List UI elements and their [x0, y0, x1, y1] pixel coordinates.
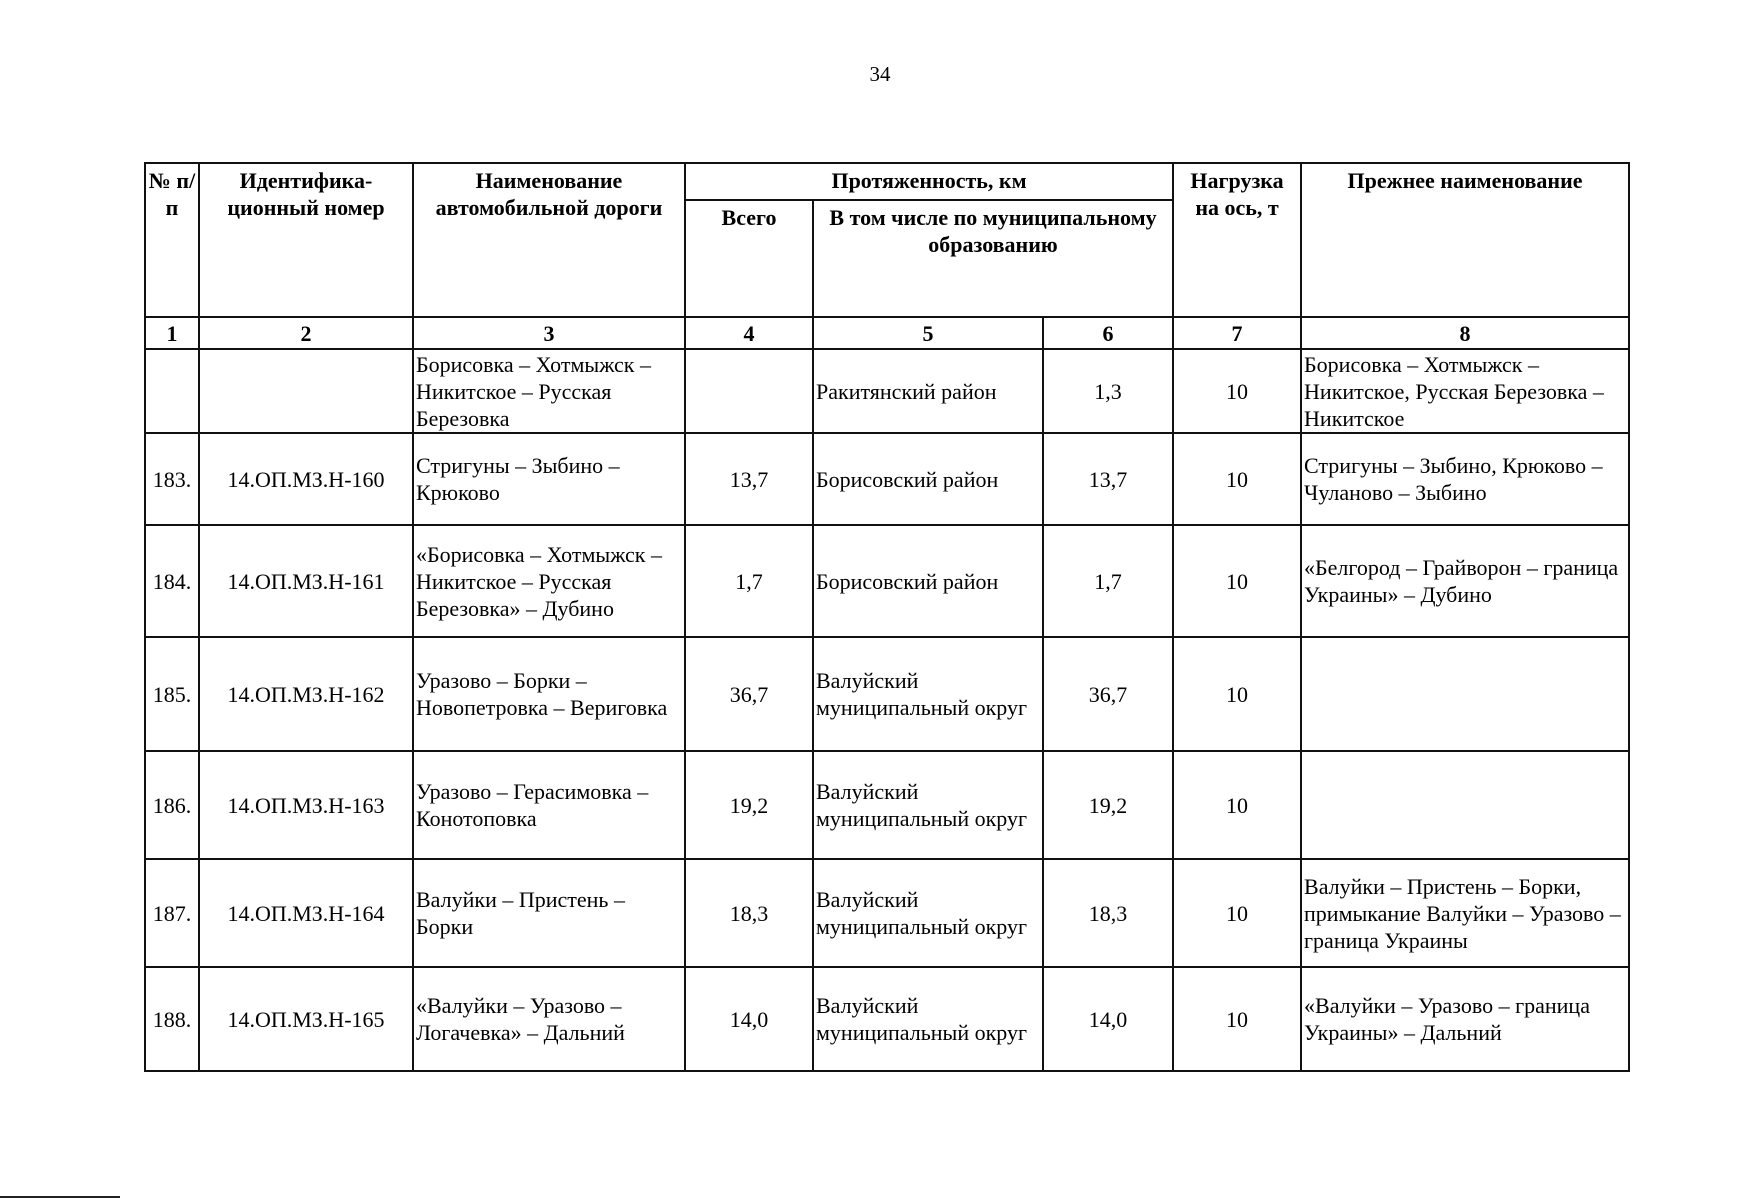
cell-road-name: Борисовка – Хотмыжск – Никитское – Русская Березовка — [413, 349, 685, 433]
cell-district: Ракитянский район — [813, 349, 1043, 433]
cell-district-length: 14,0 — [1043, 967, 1173, 1071]
header-axle-load: Нагрузка на ось, т — [1173, 163, 1301, 317]
header-former-name: Прежнее наименование — [1301, 163, 1629, 317]
cell-number: 184. — [145, 525, 199, 637]
column-number: 6 — [1043, 317, 1173, 349]
cell-district-length: 36,7 — [1043, 637, 1173, 751]
header-total: Всего — [685, 200, 813, 317]
roads-table — [144, 162, 1630, 1072]
cell-number: 185. — [145, 637, 199, 751]
cell-number: 188. — [145, 967, 199, 1071]
cell-district-length: 1,3 — [1043, 349, 1173, 433]
cell-total-length: 13,7 — [685, 433, 813, 525]
header-length-group: Протяженность, км — [685, 163, 1173, 200]
cell-axle-load: 10 — [1173, 751, 1301, 859]
column-number: 7 — [1173, 317, 1301, 349]
table-row — [145, 967, 1629, 1071]
column-number: 3 — [413, 317, 685, 349]
table-header — [145, 163, 1629, 349]
cell-axle-load: 10 — [1173, 433, 1301, 525]
header-number: № п/п — [145, 163, 199, 317]
cell-identifier: 14.ОП.МЗ.Н-165 — [199, 967, 413, 1071]
cell-total-length — [685, 349, 813, 433]
cell-identifier: 14.ОП.МЗ.Н-160 — [199, 433, 413, 525]
cell-district: Валуйский муниципальный округ — [813, 637, 1043, 751]
page-number: 34 — [869, 62, 891, 86]
cell-former-name: «Белгород – Грайворон – граница Украины» – Дубино — [1301, 525, 1629, 637]
cell-road-name: Уразово – Борки – Новопетровка – Вериговка — [413, 637, 685, 751]
cell-total-length: 1,7 — [685, 525, 813, 637]
cell-district: Валуйский муниципальный округ — [813, 751, 1043, 859]
table-row — [145, 349, 1629, 433]
cell-district: Валуйский муниципальный округ — [813, 967, 1043, 1071]
header-road-name: Наименование автомобильной дороги — [413, 163, 685, 317]
header-identifier: Идентифика-ционный номер — [199, 163, 413, 317]
cell-road-name: Валуйки – Пристень – Борки — [413, 859, 685, 967]
cell-road-name: «Валуйки – Уразово – Логачевка» – Дальний — [413, 967, 685, 1071]
cell-number: 187. — [145, 859, 199, 967]
cell-axle-load: 10 — [1173, 859, 1301, 967]
cell-former-name: Валуйки – Пристень – Борки, примыкание Валуйки – Уразово – граница Украины — [1301, 859, 1629, 967]
scan-edge-divider — [0, 1196, 120, 1198]
table-row — [145, 859, 1629, 967]
cell-axle-load: 10 — [1173, 637, 1301, 751]
column-numbers-row — [145, 317, 1629, 349]
cell-axle-load: 10 — [1173, 349, 1301, 433]
table-body — [145, 349, 1629, 1071]
cell-axle-load: 10 — [1173, 967, 1301, 1071]
column-number: 1 — [145, 317, 199, 349]
cell-road-name: Стригуны – Зыбино – Крюково — [413, 433, 685, 525]
cell-total-length: 19,2 — [685, 751, 813, 859]
cell-district-length: 19,2 — [1043, 751, 1173, 859]
cell-former-name: Стригуны – Зыбино, Крюково – Чуланово – Зыбино — [1301, 433, 1629, 525]
cell-number: 183. — [145, 433, 199, 525]
column-number: 2 — [199, 317, 413, 349]
cell-identifier — [199, 349, 413, 433]
cell-total-length: 14,0 — [685, 967, 813, 1071]
cell-total-length: 36,7 — [685, 637, 813, 751]
column-number: 8 — [1301, 317, 1629, 349]
cell-former-name — [1301, 751, 1629, 859]
cell-former-name: Борисовка – Хотмыжск – Никитское, Русская Березовка – Никитское — [1301, 349, 1629, 433]
cell-identifier: 14.ОП.МЗ.Н-164 — [199, 859, 413, 967]
table-row — [145, 433, 1629, 525]
header-municipal: В том числе по муниципальному образованию — [813, 200, 1173, 317]
cell-number — [145, 349, 199, 433]
cell-identifier: 14.ОП.МЗ.Н-163 — [199, 751, 413, 859]
cell-number: 186. — [145, 751, 199, 859]
table-row — [145, 525, 1629, 637]
column-number: 5 — [813, 317, 1043, 349]
cell-district: Валуйский муниципальный округ — [813, 859, 1043, 967]
cell-district-length: 18,3 — [1043, 859, 1173, 967]
cell-identifier: 14.ОП.МЗ.Н-162 — [199, 637, 413, 751]
cell-former-name — [1301, 637, 1629, 751]
cell-road-name: «Борисовка – Хотмыжск – Никитское – Русская Березовка» – Дубино — [413, 525, 685, 637]
cell-district-length: 1,7 — [1043, 525, 1173, 637]
cell-axle-load: 10 — [1173, 525, 1301, 637]
cell-former-name: «Валуйки – Уразово – граница Украины» – Дальний — [1301, 967, 1629, 1071]
table-row — [145, 637, 1629, 751]
column-number: 4 — [685, 317, 813, 349]
table-row — [145, 751, 1629, 859]
cell-total-length: 18,3 — [685, 859, 813, 967]
cell-district: Борисовский район — [813, 525, 1043, 637]
cell-road-name: Уразово – Герасимовка – Конотоповка — [413, 751, 685, 859]
cell-identifier: 14.ОП.МЗ.Н-161 — [199, 525, 413, 637]
cell-district: Борисовский район — [813, 433, 1043, 525]
cell-district-length: 13,7 — [1043, 433, 1173, 525]
